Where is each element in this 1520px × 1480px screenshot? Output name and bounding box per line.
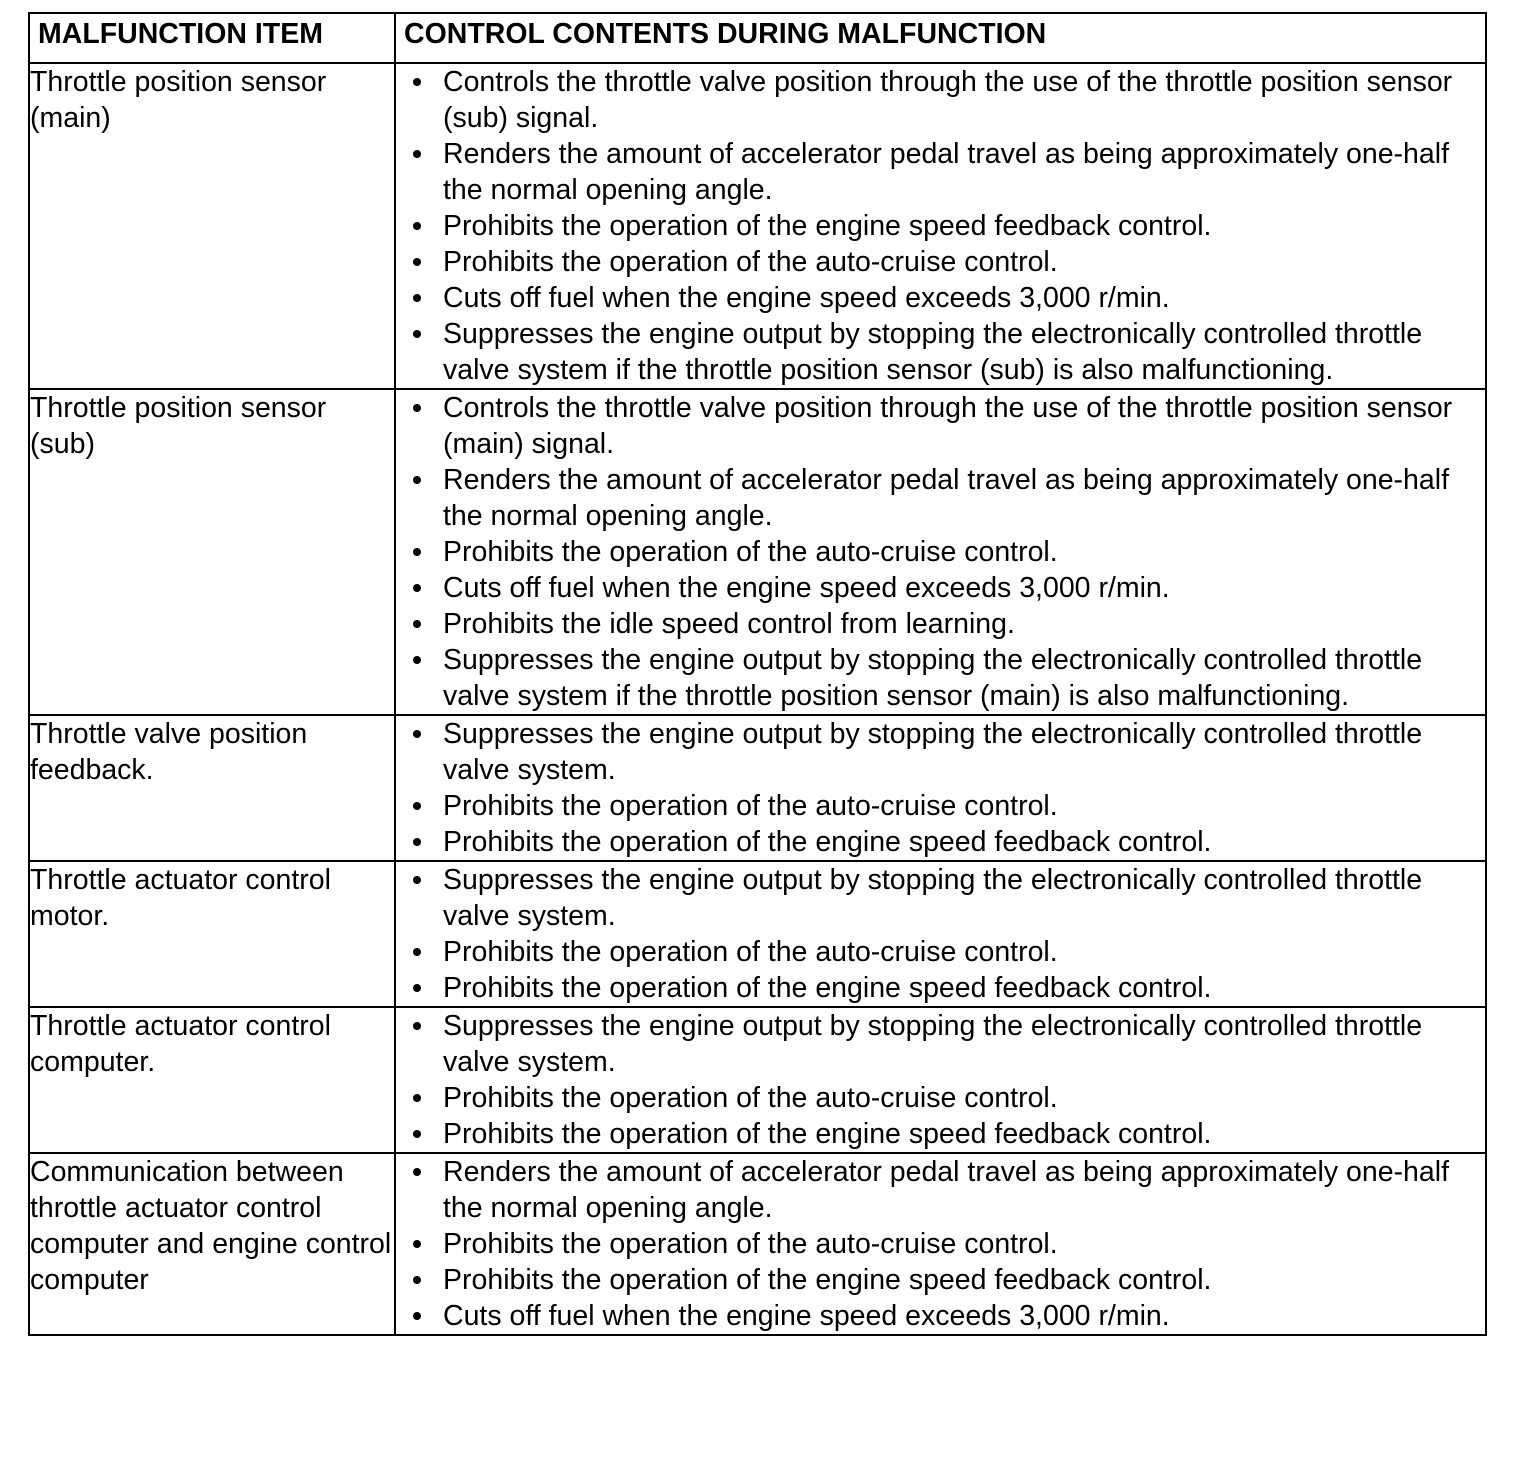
- list-item-text: Suppresses the engine output by stopping the electronically controlled throttle valve system if the throttle position sensor (main) is also malfunctioning.: [443, 644, 1423, 712]
- control-contents-cell: [395, 861, 1486, 1007]
- bullet-icon: [413, 1312, 421, 1320]
- list-item: [396, 642, 1485, 714]
- malfunction-item-cell: Throttle valve position feedback.: [29, 715, 395, 861]
- list-item: [396, 824, 1485, 860]
- list-item: [396, 390, 1485, 462]
- control-contents-list: [396, 390, 1485, 714]
- bullet-icon: [413, 802, 421, 810]
- control-contents-list: [396, 716, 1485, 860]
- list-item: [396, 716, 1485, 788]
- list-item-text: Suppresses the engine output by stopping the electronically controlled throttle valve system if the throttle position sensor (sub) is also malfunctioning.: [443, 318, 1423, 386]
- bullet-icon: [413, 984, 421, 992]
- malfunction-item-cell: Communication between throttle actuator control computer and engine control computer: [29, 1153, 395, 1335]
- control-contents-list: [396, 1008, 1485, 1152]
- control-contents-cell: [395, 1007, 1486, 1153]
- list-item-text: Cuts off fuel when the engine speed exceeds 3,000 r/min.: [443, 282, 1170, 314]
- list-item-text: Prohibits the operation of the auto-cruise control.: [443, 246, 1058, 278]
- control-contents-cell: [395, 1153, 1486, 1335]
- control-contents-cell: [395, 389, 1486, 715]
- malfunction-item-cell: Throttle actuator control computer.: [29, 1007, 395, 1153]
- column-header-control-contents: CONTROL CONTENTS DURING MALFUNCTION: [395, 13, 1486, 63]
- bullet-icon: [413, 1240, 421, 1248]
- table-row: [29, 389, 1486, 715]
- list-item: [396, 1008, 1485, 1080]
- table-row: [29, 861, 1486, 1007]
- list-item-text: Prohibits the operation of the engine speed feedback control.: [443, 1118, 1212, 1150]
- bullet-icon: [413, 548, 421, 556]
- bullet-icon: [413, 150, 421, 158]
- list-item-text: Suppresses the engine output by stopping the electronically controlled throttle valve system.: [443, 718, 1423, 786]
- list-item-text: Prohibits the operation of the auto-cruise control.: [443, 536, 1058, 568]
- list-item-text: Suppresses the engine output by stopping the electronically controlled throttle valve system.: [443, 864, 1423, 932]
- bullet-icon: [413, 656, 421, 664]
- column-header-malfunction-item: MALFUNCTION ITEM: [29, 13, 395, 63]
- bullet-icon: [413, 1130, 421, 1138]
- list-item: [396, 462, 1485, 534]
- bullet-icon: [413, 330, 421, 338]
- list-item: [396, 970, 1485, 1006]
- list-item-text: Renders the amount of accelerator pedal travel as being approximately one-half the normal opening angle.: [443, 138, 1450, 206]
- bullet-icon: [413, 1094, 421, 1102]
- control-contents-list: [396, 64, 1485, 388]
- list-item: [396, 136, 1485, 208]
- bullet-icon: [413, 730, 421, 738]
- list-item: [396, 862, 1485, 934]
- list-item: [396, 64, 1485, 136]
- list-item-text: Prohibits the operation of the auto-cruise control.: [443, 790, 1058, 822]
- list-item: [396, 316, 1485, 388]
- control-contents-list: [396, 1154, 1485, 1334]
- list-item-text: Controls the throttle valve position through the use of the throttle position sensor (main) signal.: [443, 392, 1453, 460]
- table-row: [29, 63, 1486, 389]
- list-item: [396, 1298, 1485, 1334]
- list-item-text: Renders the amount of accelerator pedal travel as being approximately one-half the normal opening angle.: [443, 464, 1450, 532]
- list-item: [396, 244, 1485, 280]
- bullet-icon: [413, 476, 421, 484]
- table-row: [29, 1153, 1486, 1335]
- table-body: [29, 63, 1486, 1335]
- list-item: [396, 1226, 1485, 1262]
- list-item-text: Prohibits the idle speed control from learning.: [443, 608, 1015, 640]
- list-item: [396, 606, 1485, 642]
- malfunction-item-cell: Throttle actuator control motor.: [29, 861, 395, 1007]
- bullet-icon: [413, 1276, 421, 1284]
- bullet-icon: [413, 620, 421, 628]
- bullet-icon: [413, 584, 421, 592]
- list-item: [396, 788, 1485, 824]
- list-item-text: Prohibits the operation of the auto-cruise control.: [443, 936, 1058, 968]
- control-contents-list: [396, 862, 1485, 1006]
- bullet-icon: [413, 838, 421, 846]
- list-item: [396, 534, 1485, 570]
- list-item-text: Prohibits the operation of the auto-cruise control.: [443, 1082, 1058, 1114]
- list-item-text: Cuts off fuel when the engine speed exceeds 3,000 r/min.: [443, 572, 1170, 604]
- malfunction-table: [28, 12, 1487, 1336]
- header-row: [29, 13, 1486, 63]
- list-item-text: Prohibits the operation of the engine speed feedback control.: [443, 1264, 1212, 1296]
- list-item: [396, 570, 1485, 606]
- list-item-text: Cuts off fuel when the engine speed exceeds 3,000 r/min.: [443, 1300, 1170, 1332]
- list-item-text: Prohibits the operation of the engine speed feedback control.: [443, 826, 1212, 858]
- bullet-icon: [413, 294, 421, 302]
- bullet-icon: [413, 948, 421, 956]
- list-item: [396, 208, 1485, 244]
- bullet-icon: [413, 222, 421, 230]
- list-item-text: Prohibits the operation of the engine speed feedback control.: [443, 210, 1212, 242]
- list-item: [396, 280, 1485, 316]
- malfunction-item-cell: Throttle position sensor (sub): [29, 389, 395, 715]
- list-item-text: Prohibits the operation of the auto-cruise control.: [443, 1228, 1058, 1260]
- table-row: [29, 1007, 1486, 1153]
- bullet-icon: [413, 1022, 421, 1030]
- list-item: [396, 934, 1485, 970]
- list-item: [396, 1262, 1485, 1298]
- bullet-icon: [413, 1168, 421, 1176]
- bullet-icon: [413, 78, 421, 86]
- table-row: [29, 715, 1486, 861]
- bullet-icon: [413, 258, 421, 266]
- list-item-text: Prohibits the operation of the engine speed feedback control.: [443, 972, 1212, 1004]
- list-item: [396, 1154, 1485, 1226]
- list-item-text: Renders the amount of accelerator pedal travel as being approximately one-half the normal opening angle.: [443, 1156, 1450, 1224]
- bullet-icon: [413, 876, 421, 884]
- list-item-text: Suppresses the engine output by stopping the electronically controlled throttle valve system.: [443, 1010, 1423, 1078]
- malfunction-item-cell: Throttle position sensor (main): [29, 63, 395, 389]
- list-item: [396, 1116, 1485, 1152]
- control-contents-cell: [395, 63, 1486, 389]
- control-contents-cell: [395, 715, 1486, 861]
- bullet-icon: [413, 404, 421, 412]
- list-item: [396, 1080, 1485, 1116]
- list-item-text: Controls the throttle valve position through the use of the throttle position sensor (sub) signal.: [443, 66, 1453, 134]
